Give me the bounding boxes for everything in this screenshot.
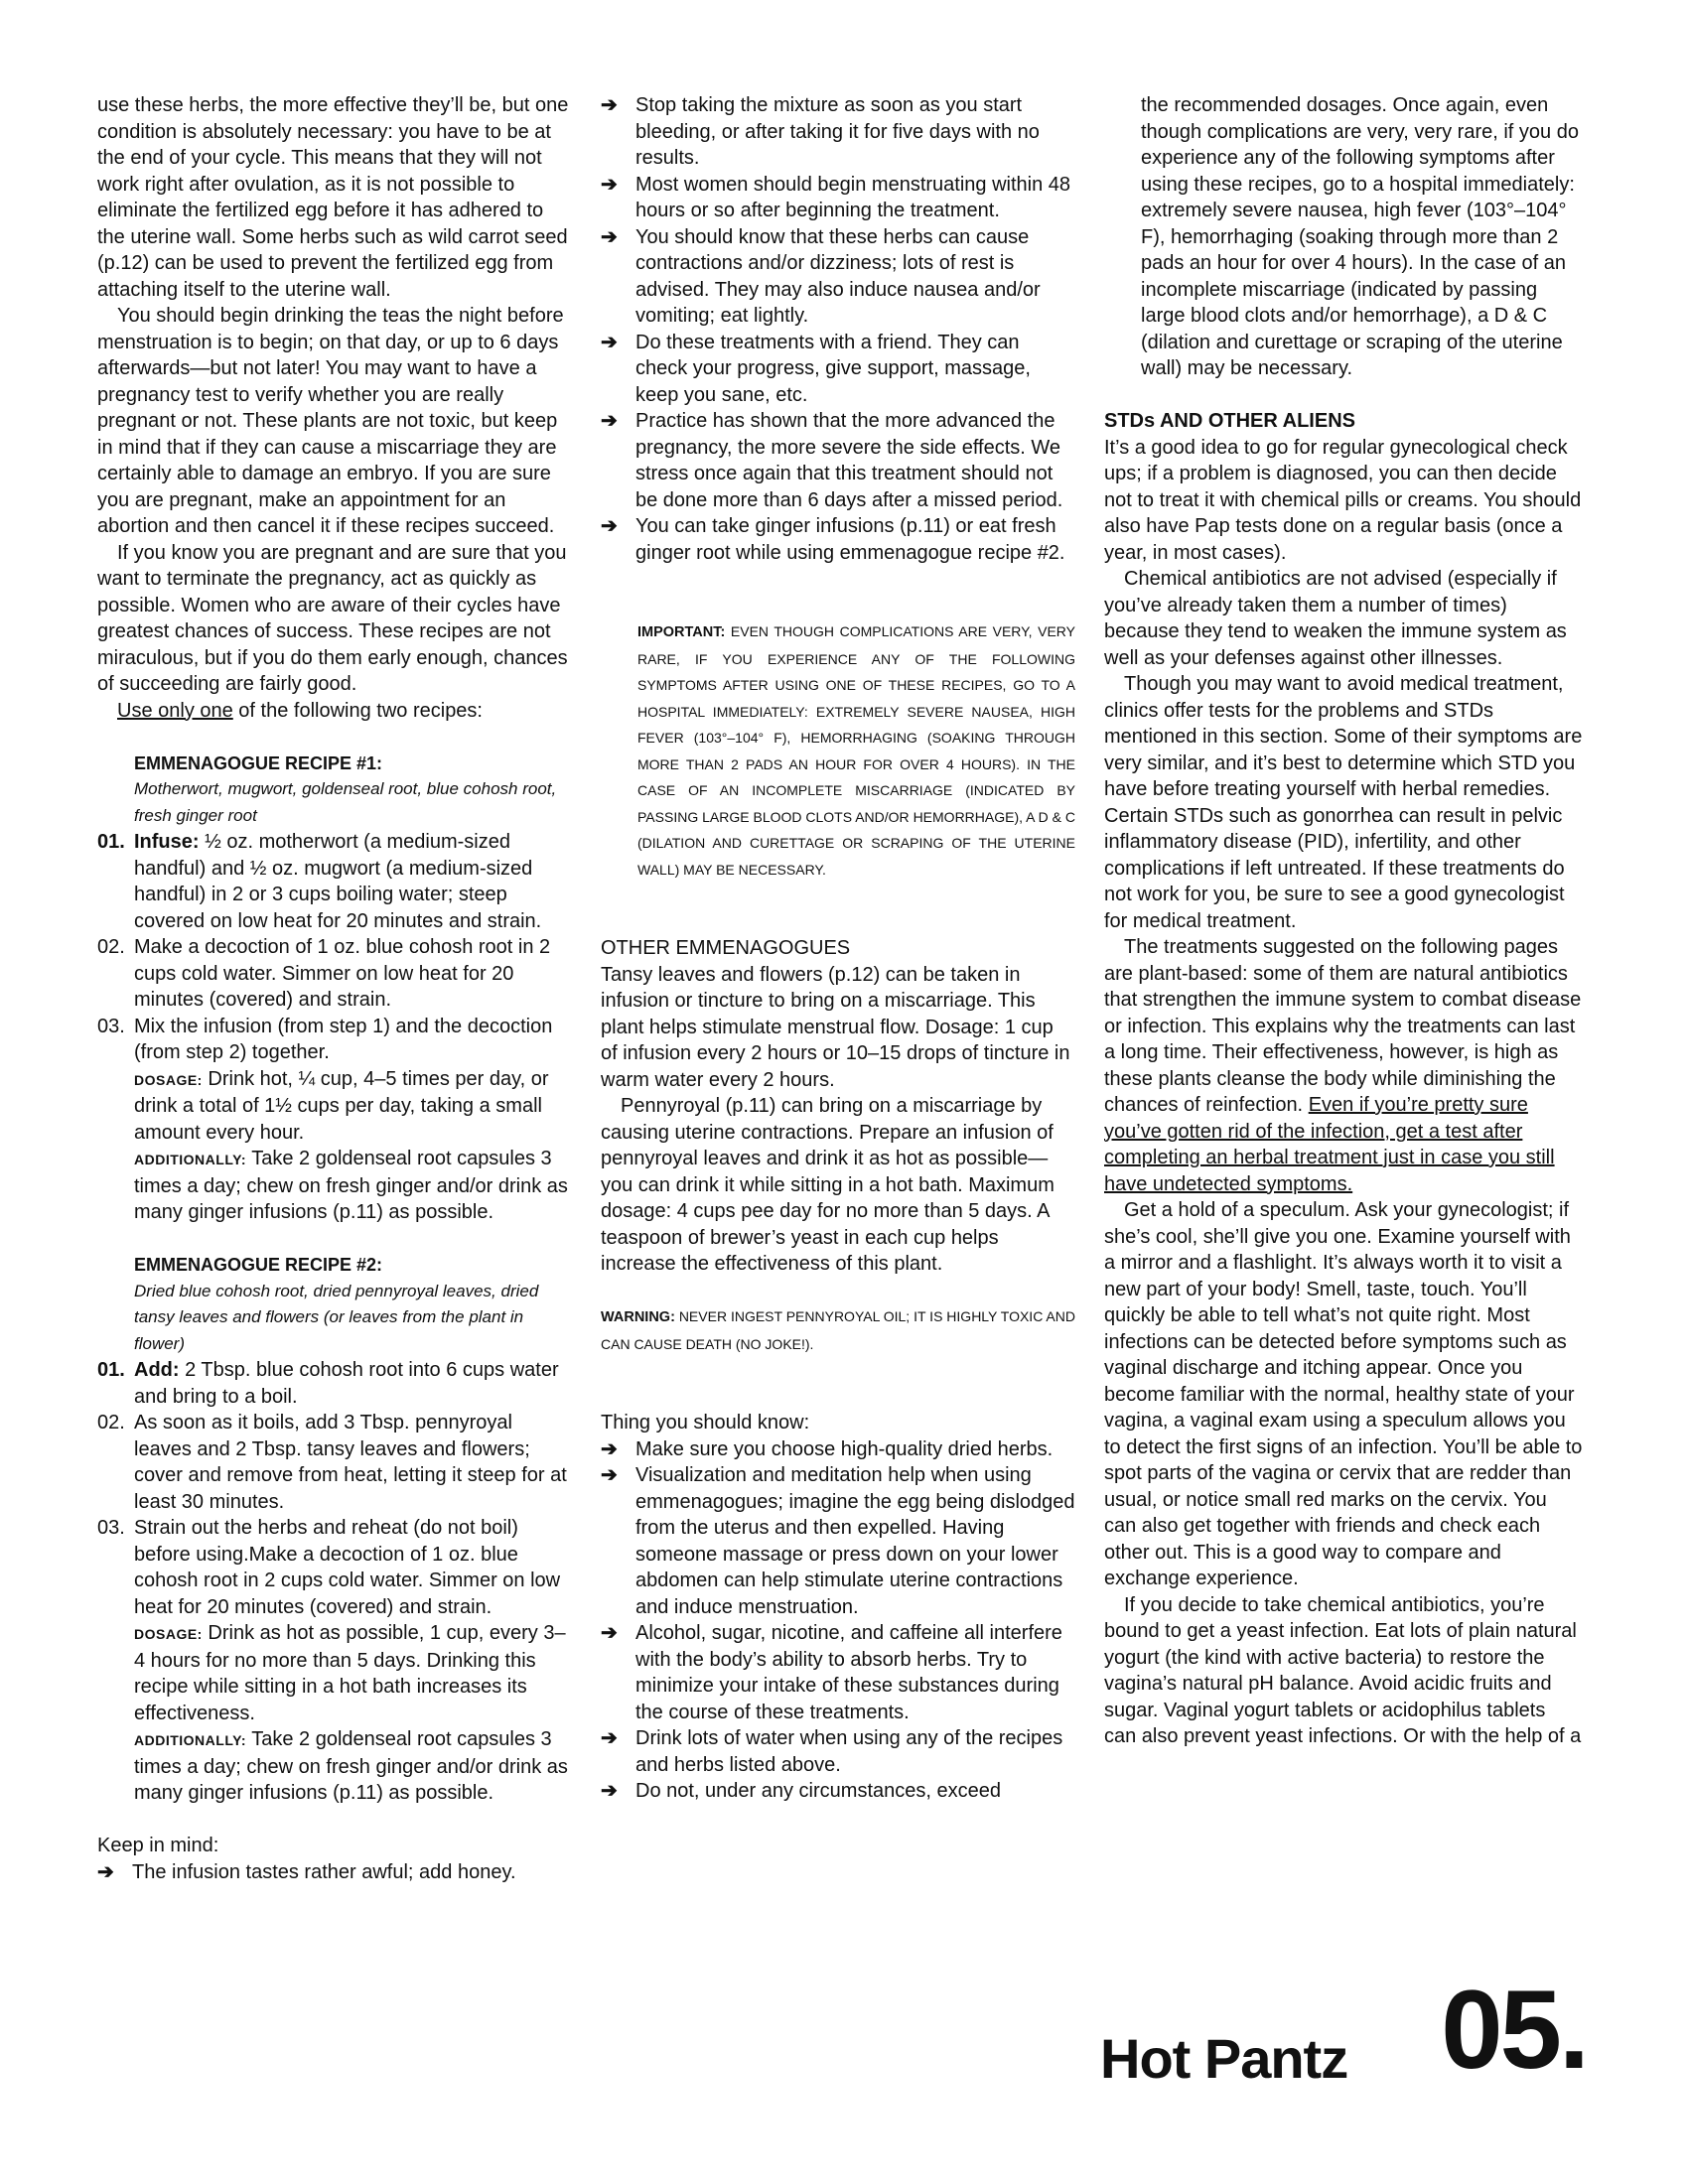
bullet-item <box>601 172 1075 224</box>
bullet-item <box>601 408 1075 513</box>
warning-text: NEVER INGEST PENNYROYAL OIL; IT IS HIGHLY TOXIC AND CAN CAUSE DEATH (NO JOKE!). <box>601 1308 1075 1352</box>
column-1 <box>97 92 572 1885</box>
additionally-label: ADDITIONALLY: <box>134 1152 247 1167</box>
bullet-text: Make sure you choose high-quality dried herbs. <box>635 1437 1054 1460</box>
paragraph <box>97 698 572 725</box>
important-notice <box>601 618 1075 883</box>
text: The treatments suggested on the following pages are plant-based: some of them are natural antibiotics that strengthen the immune system to combat disease or infection. This explains why the treatments can last a long time. Their effectiveness, however, is high as these plants cleanse the body while diminishing the chances of reinfection. <box>1104 936 1582 1116</box>
arrow-right-icon: ➔ <box>601 1727 618 1749</box>
dosage-text: Drink hot, ¼ cup, 4–5 times per day, or drink a total of 1½ cups per day, taking a small amount every hour. <box>134 1067 549 1144</box>
bullet-item <box>601 1778 1075 1805</box>
paragraph <box>1104 934 1583 1197</box>
step-text: Strain out the herbs and reheat (do not boil) before using.Make a decoction of 1 oz. blue cohosh root in 2 cups cold water. Simmer on low heat for 20 minutes (covered) and strain. <box>134 1517 561 1618</box>
recipe-title: EMMENAGOGUE RECIPE #2: <box>134 1255 383 1275</box>
paragraph: If you know you are pregnant and are sure that you want to terminate the pregnancy, act as quickly as possible. Women who are aware of their cycles have greatest chances of success. These recipes are not miraculous, but if you do them early enough, chances of succeeding are fairly good. <box>97 541 568 695</box>
additionally-label: ADDITIONALLY: <box>134 1732 247 1748</box>
page-footer <box>1100 1968 1587 2092</box>
page-number: 05. <box>1441 1968 1587 2092</box>
step-number: 01. <box>97 1359 125 1381</box>
recipe-title: EMMENAGOGUE RECIPE #1: <box>134 752 383 773</box>
column-3 <box>1104 92 1583 1750</box>
arrow-right-icon: ➔ <box>601 410 618 432</box>
step-text: Mix the infusion (from step 1) and the decoction (from step 2) together. <box>134 1015 553 1063</box>
bullet-continuation: the recommended dosages. Once again, even though complications are very, very rare, if you do experience any of the following symptoms after using these recipes, go to a hospital immediately: extremely severe nausea, high fever (103°–104° F), hemorrhaging (soaking through more than 2 pads an hour for over 4 hours). In the case of an incomplete miscarriage (indicated by passing large blood clots and/or hemorrhage), a D & C (dilation and curettage or scraping of the uterine wall) may be necessary. <box>1141 94 1579 379</box>
step-text: 2 Tbsp. blue cohosh root into 6 cups water and bring to a boil. <box>134 1359 559 1408</box>
important-text: EVEN THOUGH COMPLICATIONS ARE VERY, VERY RARE, IF YOU EXPERIENCE ANY OF THE FOLLOWING SYMPTOMS AFTER USING ONE OF THESE RECIPES, GO TO A HOSPITAL IMMEDIATELY: EXTREMELY SEVERE NAUSEA, HIGH FEVER (103°–104° F), HEMORRHAGING (SOAKING THROUGH MORE THAN 2 PADS AN HOUR FOR OVER 4 HOURS). IN THE CASE OF AN INCOMPLETE MISCARRIAGE (INDICATED BY PASSING LARGE BLOOD CLOTS AND/OR HEMORRHAGE), A D & C (DILATION AND CURETTAGE OR SCRAPING OF THE UTERINE WALL) MAY BE NECESSARY. <box>637 623 1075 878</box>
step-number: 03. <box>97 1517 125 1539</box>
bullet-item <box>601 1462 1075 1620</box>
publication-title: Hot Pantz <box>1100 2026 1348 2090</box>
recipe-ingredients: Dried blue cohosh root, dried pennyroyal leaves, dried tansy leaves and flowers (or leaves from the plant in flower) <box>134 1281 539 1353</box>
recipe-step <box>97 1357 572 1410</box>
bullet-item <box>97 1859 572 1886</box>
recipe-step <box>97 1014 572 1226</box>
arrow-right-icon: ➔ <box>601 331 618 353</box>
bullet-item <box>601 330 1075 409</box>
step-number: 03. <box>97 1015 125 1037</box>
bullet-text: Visualization and meditation help when using emmenagogues; imagine the egg being dislodged from the uterus and then expelled. Having someone massage or press down on your lower abdomen can help stimulate uterine contractions and induce menstruation. <box>635 1464 1075 1618</box>
dosage-label: DOSAGE: <box>134 1626 203 1642</box>
paragraph: use these herbs, the more effective they’ll be, but one condition is absolutely necessary: you have to be at the end of your cycle. This means that they will not work right after ovulation, as it is not possible to eliminate the fertilized egg before it has adhered to the uterine wall. Some herbs such as wild carrot seed (p.12) can be used to prevent the fertilized egg from attaching itself to the uterine wall. <box>97 94 569 301</box>
arrow-right-icon: ➔ <box>601 225 618 248</box>
bullet-item <box>601 1436 1075 1463</box>
step-number: 02. <box>97 936 125 958</box>
bullet-text: The infusion tastes rather awful; add honey. <box>132 1860 516 1883</box>
dosage-label: DOSAGE: <box>134 1071 203 1088</box>
additionally-text: Take 2 goldenseal root capsules 3 times a day; chew on fresh ginger and/or drink as many ginger infusions (p.11) as possible. <box>134 1148 568 1223</box>
text: of the following two recipes: <box>232 699 483 722</box>
paragraph: It’s a good idea to go for regular gynecological check ups; if a problem is diagnosed, you can then decide not to treat it with chemical pills or creams. You should also have Pap tests done on a regular basis (once a year, in most cases). <box>1104 436 1582 564</box>
arrow-right-icon: ➔ <box>601 1780 618 1802</box>
warning-label: WARNING: <box>601 1309 675 1325</box>
bullet-item <box>601 92 1075 172</box>
recipe-ingredients: Motherwort, mugwort, goldenseal root, blue cohosh root, fresh ginger root <box>134 779 557 825</box>
arrow-right-icon: ➔ <box>97 1860 114 1883</box>
recipe-2 <box>97 1252 572 1807</box>
column-2 <box>601 92 1075 1805</box>
bullet-item <box>601 513 1075 566</box>
paragraph: Pennyroyal (p.11) can bring on a miscarriage by causing uterine contractions. Prepare an infusion of pennyroyal leaves and drink it as hot as possible—you can drink it while sitting in a hot bath. Maximum dosage: 4 cups pee day for no more than 5 days. A teaspoon of brewer’s yeast in each cup helps increase the effectiveness of this plant. <box>601 1095 1055 1275</box>
underlined-text: Use only one <box>117 699 233 722</box>
bullet-text: Do these treatments with a friend. They can check your progress, give support, massage, keep you sane, etc. <box>635 331 1031 406</box>
paragraph: If you decide to take chemical antibiotics, you’re bound to get a yeast infection. Eat lots of plain natural yogurt (the kind with active bacteria) to restore the vagina’s natural pH balance. Avoid acidic fruits and sugar. Vaginal yogurt tablets or acidophilus tablets can also prevent yeast infections. Or with the help of a <box>1104 1593 1582 1747</box>
arrow-right-icon: ➔ <box>601 515 618 537</box>
paragraph: Though you may want to avoid medical treatment, clinics offer tests for the problems and STDs mentioned in this section. Some of their symptoms are very similar, and it’s best to determine which STD you have before treating yourself with herbal remedies. Certain STDs such as gonorrhea can result in pelvic inflammatory disease (PID), infertility, and other complications if left untreated. If these treatments do not work for you, be sure to see a good gynecologist for medical treatment. <box>1104 673 1583 932</box>
warning-notice <box>601 1303 1075 1357</box>
step-text: ½ oz. motherwort (a medium-sized handful) and ½ oz. mugwort (a medium-sized handful) in 2 or 3 cups boiling water; steep covered on low heat for 20 minutes and strain. <box>134 831 542 932</box>
arrow-right-icon: ➔ <box>601 1464 618 1486</box>
bullet-text: Do not, under any circumstances, exceed <box>635 1780 1001 1802</box>
important-label: IMPORTANT: <box>637 624 726 640</box>
bullet-text: You can take ginger infusions (p.11) or eat fresh ginger root while using emmenagogue recipe #2. <box>635 515 1065 564</box>
paragraph: Tansy leaves and flowers (p.12) can be taken in infusion or tincture to bring on a miscarriage. This plant helps stimulate menstrual flow. Dosage: 1 cup of infusion every 2 hours or 10–15 drops of tincture in warm water every 2 hours. <box>601 963 1070 1091</box>
bullet-text: Stop taking the mixture as soon as you start bleeding, or after taking it for five days with no results. <box>635 94 1040 169</box>
bullet-item <box>601 224 1075 330</box>
bullet-item <box>601 1725 1075 1778</box>
step-text: As soon as it boils, add 3 Tbsp. pennyroyal leaves and 2 Tbsp. tansy leaves and flowers; cover and remove from heat, letting it steep for at least 30 minutes. <box>134 1412 567 1513</box>
bullet-text: Practice has shown that the more advanced the pregnancy, the more severe the side effects. We stress once again that this treatment should not be done more than 6 days after a missed period. <box>635 410 1063 511</box>
section-heading: OTHER EMMENAGOGUES <box>601 937 851 959</box>
step-number: 02. <box>97 1412 125 1433</box>
arrow-right-icon: ➔ <box>601 1437 618 1460</box>
arrow-right-icon: ➔ <box>601 173 618 196</box>
recipe-1 <box>97 751 572 1226</box>
recipe-step <box>97 829 572 934</box>
step-lead: Infuse: <box>134 831 200 853</box>
bullet-list <box>601 92 1075 566</box>
step-text: Make a decoction of 1 oz. blue cohosh root in 2 cups cold water. Simmer on low heat for 20 minutes (covered) and strain. <box>134 936 551 1011</box>
step-lead: Add: <box>134 1359 180 1381</box>
recipe-step <box>97 934 572 1014</box>
bullet-text: Most women should begin menstruating within 48 hours or so after beginning the treatment. <box>635 173 1071 221</box>
recipe-step <box>97 1515 572 1807</box>
step-number: 01. <box>97 831 125 853</box>
paragraph: Chemical antibiotics are not advised (especially if you’ve already taken them a number of times) because they tend to weaken the immune system as well as your defenses against other illnesses. <box>1104 568 1567 669</box>
section-heading: STDs AND OTHER ALIENS <box>1104 410 1355 432</box>
bullet-text: Alcohol, sugar, nicotine, and caffeine all interfere with the body’s ability to absorb herbs. Try to minimize your intake of these substances during the course of these treatments. <box>635 1622 1062 1723</box>
paragraph: You should begin drinking the teas the night before menstruation is to begin; on that day, or up to 6 days afterwards—but not later! You may want to have a pregnancy test to verify whether you are really pregnant or not. These plants are not toxic, but keep in mind that if they can cause a miscarriage they are certainly able to damage an embryo. If you are sure you are pregnant, make an appointment for an abortion and then cancel it if these recipes succeed. <box>97 305 564 537</box>
arrow-right-icon: ➔ <box>601 1622 618 1644</box>
paragraph: Get a hold of a speculum. Ask your gynecologist; if she’s cool, she’ll give you one. Examine yourself with a mirror and a flashlight. It’s always worth it to visit a new part of your body! Smell, taste, touch. You’ll quickly be able to tell what’s not quite right. Most infections can be detected before symptoms such as vaginal discharge and itching appear. Once you become familiar with the normal, healthy state of your vagina, a vaginal exam using a speculum allows you to detect the first signs of an infection. You’ll be able to spot parts of the vagina or cervix that are redder than usual, or notice small red marks on the cervix. You can also get together with friends and check each other out. This is a good way to compare and exchange experience. <box>1104 1199 1583 1589</box>
bullet-item <box>601 1620 1075 1725</box>
recipe-step <box>97 1410 572 1515</box>
bullet-text: Drink lots of water when using any of the recipes and herbs listed above. <box>635 1727 1063 1776</box>
underlined-text: Even if you’re pretty sure you’ve gotten rid of the infection, get a test after completing an herbal treatment just in case you still have undetected symptoms. <box>1104 1094 1555 1195</box>
keep-in-mind-heading: Keep in mind: <box>97 1835 219 1856</box>
dosage-text: Drink as hot as possible, 1 cup, every 3–4 hours for no more than 5 days. Drinking this recipe while sitting in a hot bath increases its effectiveness. <box>134 1622 566 1724</box>
arrow-right-icon: ➔ <box>601 94 618 116</box>
bullet-text: You should know that these herbs can cause contractions and/or dizziness; lots of rest is advised. They may also induce nausea and/or vomiting; eat lightly. <box>635 225 1041 327</box>
know-heading: Thing you should know: <box>601 1412 810 1433</box>
additionally-text: Take 2 goldenseal root capsules 3 times a day; chew on fresh ginger and/or drink as many ginger infusions (p.11) as possible. <box>134 1728 568 1804</box>
